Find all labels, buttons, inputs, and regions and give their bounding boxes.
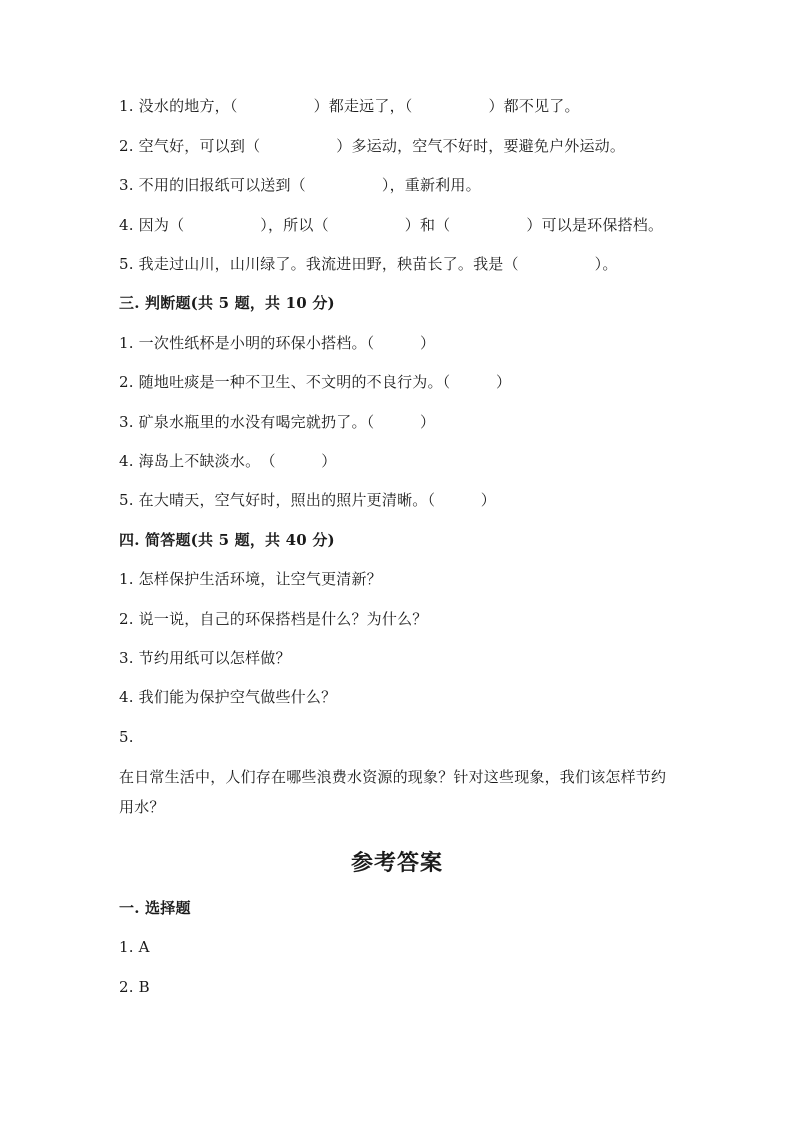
short-answer-item-5-number: 5. xyxy=(119,728,134,746)
short-answer-item-3: 3. 节约用纸可以怎样做？ xyxy=(119,649,291,667)
fill-blank-1: 1. 没水的地方，（ ）都走远了，（ ）都不见了。 xyxy=(119,97,580,115)
section-heading-short-answer: 四. 简答题(共 5 题，共 40 分) xyxy=(119,531,335,549)
judgment-item-1: 1. 一次性纸杯是小明的环保小搭档。（ ） xyxy=(119,334,436,352)
answer-item-2: 2. B xyxy=(119,978,150,996)
answers-title: 参考答案 xyxy=(350,850,443,876)
fill-blank-2: 2. 空气好，可以到（ ）多运动，空气不好时，要避免户外运动。 xyxy=(119,137,626,155)
judgment-item-5: 5. 在大晴天，空气好时，照出的照片更清晰。（ ） xyxy=(119,491,496,509)
judgment-item-4: 4. 海岛上不缺淡水。 （ ） xyxy=(119,452,337,470)
answer-item-1: 1. A xyxy=(119,938,150,956)
answers-section-heading: 一. 选择题 xyxy=(119,899,191,917)
short-answer-item-2: 2. 说一说，自己的环保搭档是什么？为什么？ xyxy=(119,610,428,628)
fill-blank-4: 4. 因为（ ），所以（ ）和（ ）可以是环保搭档。 xyxy=(119,216,664,234)
section-heading-judgment: 三. 判断题(共 5 题，共 10 分) xyxy=(119,294,335,312)
judgment-item-3: 3. 矿泉水瓶里的水没有喝完就扔了。（ ） xyxy=(119,413,436,431)
fill-blank-3: 3. 不用的旧报纸可以送到（ ），重新利用。 xyxy=(119,176,481,194)
judgment-item-2: 2. 随地吐痰是一种不卫生、不文明的不良行为。（ ） xyxy=(119,373,512,391)
short-answer-item-1: 1. 怎样保护生活环境，让空气更清新？ xyxy=(119,570,382,588)
fill-blank-5: 5. 我走过山川，山川绿了。我流进田野，秧苗长了。我是（ ）。 xyxy=(119,255,618,273)
short-answer-item-5-text: 在日常生活中，人们存在哪些浪费水资源的现象？针对这些现象，我们该怎样节约用水？ xyxy=(119,768,667,816)
short-answer-item-4: 4. 我们能为保护空气做些什么？ xyxy=(119,688,337,706)
